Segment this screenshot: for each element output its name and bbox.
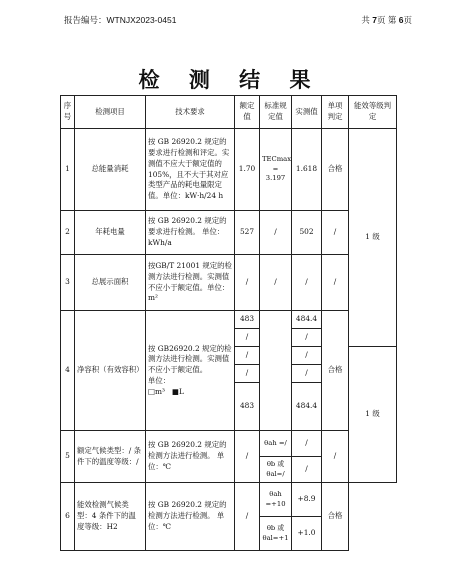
table-row: 2 年耗电量 按 GB 26920.2 规定的要求进行检测。 单位：kWh/a 527 / 502 / xyxy=(61,211,397,255)
table-row: / / xyxy=(61,329,397,347)
col-item: 检测项目 xyxy=(75,96,146,129)
table-row: 1 总能量消耗 按 GB 26920.2 规定的要求进行检测和评定。实测值不应大于额定值的 105%，且不大于其对应类型产品的耗电量限定值。单位：kW·h/24 h 1.70 TECmax = 3.197 1.618 合格 1 级 xyxy=(61,129,397,211)
checkbox-litre: ■L xyxy=(172,386,184,396)
table-row: 3 总展示面积 按GB/T 21001 规定的检测方法进行检测。实测值不应小于额定值。单位：m² / / / / xyxy=(61,255,397,311)
report-number: 报告编号：WTNJX2023-0451 xyxy=(64,15,177,25)
group-label: 净容积（有效容积） xyxy=(75,311,146,431)
requirement-cell: 按 GB 26920.2 规定的要求进行检测和评定。实测值不应大于额定值的 105%，且不大于其对应类型产品的耗电量限定值。单位：kW·h/24 h xyxy=(146,129,235,211)
table-header-row xyxy=(61,96,397,129)
table-row: / / 1 级 xyxy=(61,347,397,365)
table-row: 483 484.4 xyxy=(61,383,397,431)
col-no: 序号 xyxy=(61,96,75,129)
table-row: θb 或 θal=/ / xyxy=(61,457,397,483)
table-row: 5 额定气候类型：/ 条件下的温度等级：/ 按 GB 26920.2 规定的检测方法进行检测。 单位：℃ / θah =/ / / xyxy=(61,431,397,457)
col-requirement: 技术要求 xyxy=(146,96,235,129)
item-cell: 总能量消耗 xyxy=(75,129,146,211)
results-table xyxy=(60,95,397,551)
table-row: 6 能效检测气候类型：4 条件下的温度等级：H2 按 GB 26920.2 规定的检测方法进行检测。 单位：℃ / θah =+10 +8.9 合格 xyxy=(61,483,397,517)
checkbox-m3: □m³ xyxy=(148,386,165,396)
col-rated: 额定值 xyxy=(235,96,260,129)
col-standard: 标准规定值 xyxy=(260,96,292,129)
col-measured: 实测值 xyxy=(292,96,322,129)
col-grade: 能效等级判定 xyxy=(349,96,397,129)
grade-cell: 1 级 xyxy=(349,129,397,347)
table-row: θb 或 θal=+1 +1.0 xyxy=(61,517,397,551)
grade-cell: 1 级 xyxy=(349,347,397,483)
page-title: 检 测 结 果 xyxy=(138,67,322,92)
table-row: / / xyxy=(61,365,397,383)
col-judge: 单项判定 xyxy=(322,96,349,129)
table-row: 4 净容积（有效容积） 按 GB26920.2 规定的检测方法进行检测。实测值不应小于额定值。 单位： □m³ ■L 483 484.4 合格 xyxy=(61,311,397,329)
report-header xyxy=(64,14,412,28)
page-indicator: 共 7页 第 6页 xyxy=(361,15,412,25)
